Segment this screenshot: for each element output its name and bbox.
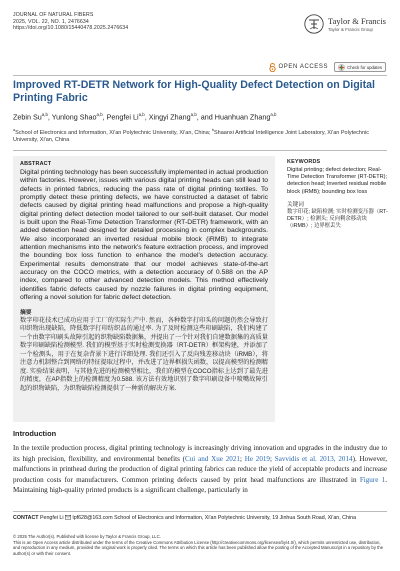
introduction-heading: Introduction: [13, 429, 57, 438]
taylor-francis-logo: [304, 14, 324, 34]
keywords-zh-text: 数字印花; 缺陷检测; 实时检测变压器（RT-DETR）; 检测头; 反向剩余移动块（iRMB）; 边界框丢失: [287, 208, 388, 230]
keywords-section: [287, 159, 389, 230]
abstract-section: [13, 156, 275, 422]
citation-link[interactable]: He 2019: [244, 454, 270, 463]
journal-info: [13, 12, 128, 32]
article-title: Improved RT-DETR Network for High-Quality Defect Detection on Digital Printing Fabric: [13, 79, 375, 104]
volume-info: 2025, VOL. 22, NO. 1, 2476634: [13, 18, 89, 25]
contact-address: School of Electronics and Information, Xi'an Polytechnic University, 19 Jinhua South Road, Xi'an, China: [114, 515, 357, 521]
license-text: This is an Open Access article distributed under the terms of the Creative Commons Attribution License (http://creativecommons.org/licenses/by/4.0/), which permits unrestricted use, distribution, and reproduction in any medium, provided the original work is properly cited. The terms on which this article has been published allow the posting of the Accepted Manuscript in a repository by the author(s) or with their consent.: [13, 539, 384, 557]
check-updates-button[interactable]: [334, 62, 386, 72]
abstract-text: Digital printing technology has been successfully implemented in actual production within factories. However, issues with various digital printing heads can still lead to defects in printed fabrics, reducing the pass rate of digital printing textiles. To promptly detect these printing defects, we have constructed a dataset of fabric defects caused by digital printing head malfunctions and propose a high-quality digital printing defect detection model tailored to our self-built dataset. Our model is built upon the Real-Time Detection Transformer (RT-DETR) framework, with an added detection head designed for detailed processing in complex backgrounds. We also incorporated an inverted residual mobile block (iRMB) to integrate attention mechanisms into the network's feature extraction process, and improved the bounding box loss function to enhance the model's detection accuracy. Experimental results demonstrate that our model achieves state-of-the-art accuracy on the COCO metrics, with a detection accuracy of 0.588 on the AP index, compared to other advanced detection models. This method effectively identifies fabric defects caused by nozzle failures in digital printing equipment, offering a novel solution for fabric defect detection.: [20, 169, 268, 302]
author-name[interactable]: Huanhuan Zhang: [214, 112, 271, 122]
author-name[interactable]: Zebin Su: [13, 112, 42, 122]
author-name[interactable]: Pengfei Li: [106, 112, 139, 122]
author-sup: a,b: [96, 112, 103, 117]
doi-link[interactable]: https://doi.org/10.1080/15440478.2025.2476634: [13, 25, 129, 32]
intro-text-segment: ;: [269, 454, 275, 463]
affiliation-b: Shaanxi Artificial Intelligence Joint Laboratory, Xi'an Polytechnic University, Xi'an, China: [13, 129, 370, 144]
publisher-logo[interactable]: [304, 14, 386, 34]
footer-divider: [13, 511, 387, 512]
keywords-zh-heading: 关键词: [287, 201, 304, 208]
intro-text-segment: . Maintaining high-quality printed products is a significant challenge, particularly in: [13, 475, 387, 494]
journal-name: JOURNAL OF NATURAL FIBERS: [13, 12, 94, 18]
affiliation-marker: a: [13, 128, 16, 132]
author-name[interactable]: Xingyi Zhang: [148, 112, 191, 122]
figure-link[interactable]: Figure 1: [359, 475, 386, 484]
author-list: [13, 112, 276, 121]
author-name[interactable]: Yunlong Shao: [51, 112, 97, 122]
check-updates-label: Check for updates: [347, 64, 382, 70]
author-sup: a,b: [138, 112, 145, 117]
copyright-line: © 2025 The Author(s). Published with license by Taylor & Francis Group, LLC.: [13, 534, 161, 539]
affiliation-marker: b: [211, 128, 214, 132]
citation-link[interactable]: Cui and Xue 2021: [185, 454, 240, 463]
abstract-zh-text: 数字印花技术已成功应用于工厂的实际生产中. 然而，各种数字打印头的问题仍然会导致打印织物出现缺陷，降低数字打印纺织品的通过率. 为了及时检测这些印刷缺陷，我们构建了一个由数字印刷头故障引起的织物缺陷数据集，并提出了一个针对我们自建数据集的高质量数字印刷缺陷检测模型. 我们的模型基于实时检测变换器（RT-DETR）框架构建，并添加了一个检测头，用于在复杂背景下进行详细处理. 我们还引入了反向残差移动块（iRMB），将注意力机制整合到网络的特征提取过程中，并改进了边界框损失函数，以提高模型的检测精度. 实验结果表明，与其他先进的检测模型相比，我们的模型在COCO指标上达到了最先进的精度，在AP指数上的检测精度为0.588. 该方法有效地识别了数字印刷设备中喷嘴故障引起的织物缺陷，为织物缺陷检测提供了一种新的解决方案.: [20, 316, 268, 392]
open-access-row: [269, 62, 387, 72]
author-separator: , and: [196, 112, 215, 122]
email-icon: [65, 515, 71, 520]
contact-email[interactable]: lpf628@163.com: [72, 515, 113, 521]
keywords-heading: KEYWORDS: [287, 159, 321, 165]
copyright-notice: [13, 534, 387, 557]
affiliations: [13, 127, 387, 144]
open-access-label: OPEN ACCESS: [278, 64, 329, 70]
introduction-paragraph: [13, 443, 387, 496]
abstract-heading: ABSTRACT: [20, 161, 52, 167]
author-sup: a,b: [41, 112, 48, 117]
affiliation-divider: [13, 150, 387, 151]
contact-info: [13, 515, 387, 522]
intro-text-segment: ). However, malfunctions in printhead during the production of digital printing fabrics can reduce the yield of acceptable products and increase production costs for manufacturers. Common printing defects caused by print head malfunctions are illustrated in: [13, 454, 388, 484]
contact-label: CONTACT: [13, 515, 39, 521]
keywords-text: Digital printing; defect detection; Real-Time Detection Transformer (RT-DETR); detection head; Inverted residual mobile block (iRMB); bounding box loss: [287, 167, 388, 195]
author-separator: ,: [144, 112, 149, 122]
publisher-name: Taylor & Francis: [328, 16, 386, 26]
contact-name: Pengfei Li: [39, 515, 64, 521]
affiliation-a: School of Electronics and Information, Xi'an Polytechnic University, Xi'an, China;: [15, 129, 212, 136]
author-separator: ,: [102, 112, 107, 122]
intro-text-segment: In the textile production process, digital printing technology is increasingly driving innovation and upgrades in the industry due to its high precision, flexibility, and environmental benefits (: [13, 444, 387, 463]
author-separator: ,: [47, 112, 52, 122]
crossmark-icon: [338, 64, 345, 71]
open-access-lock-icon: [269, 63, 276, 72]
abstract-zh-heading: 摘要: [20, 309, 32, 316]
author-sup: a,b: [270, 112, 277, 117]
publisher-group: Taylor & Francis Group: [328, 27, 373, 32]
intro-text-segment: ;: [239, 454, 245, 463]
header-divider: [13, 75, 387, 76]
author-sup: a,b: [190, 112, 197, 117]
citation-link[interactable]: Savvidis et al. 2013, 2014: [274, 454, 353, 463]
